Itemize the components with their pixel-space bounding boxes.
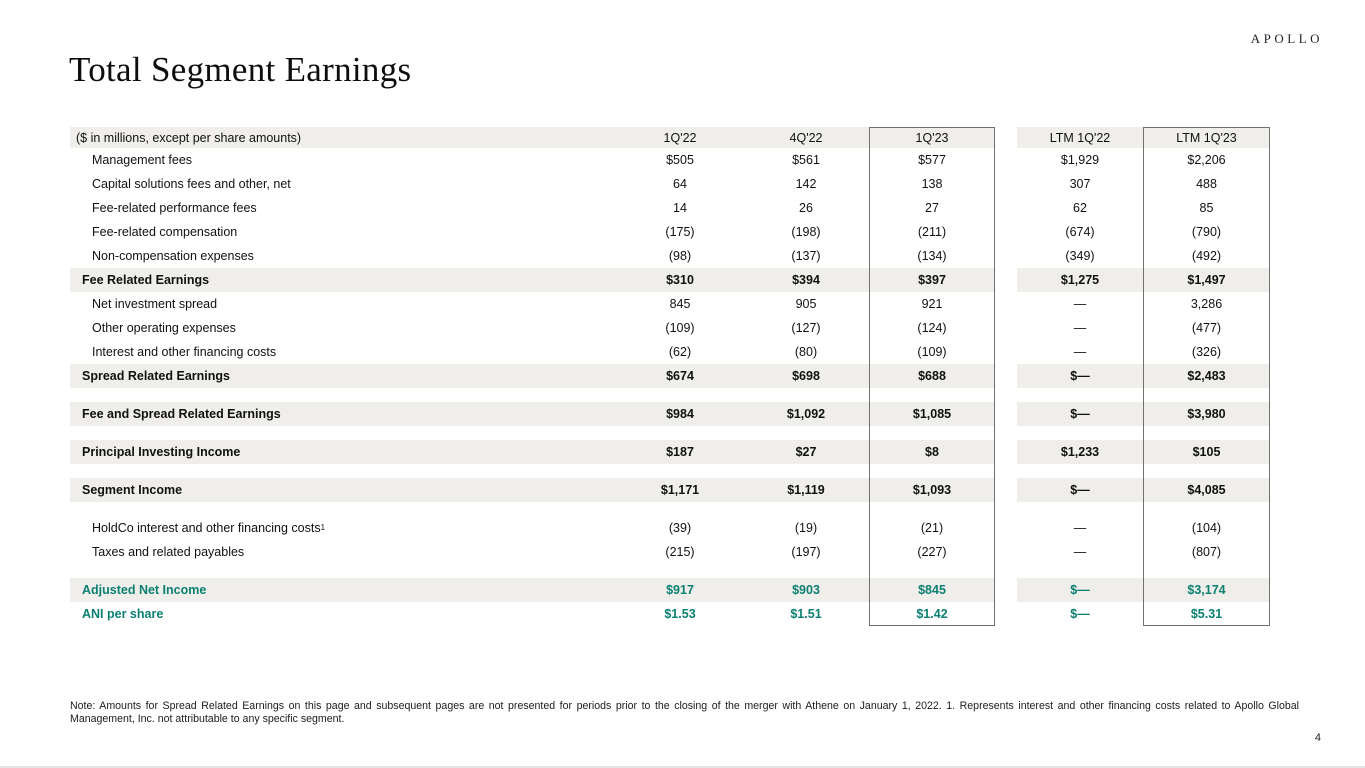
value-cell: (127): [791, 321, 821, 335]
spacer-row: [70, 502, 1270, 516]
value-cell: $1,929: [1060, 153, 1100, 167]
value-cell: 26: [799, 201, 813, 215]
value-cell: $1,092: [743, 402, 869, 426]
value-cell: $917: [617, 578, 743, 602]
value-cell: $577: [869, 148, 995, 172]
column-gap: [995, 220, 1017, 244]
value-cell: 27: [869, 196, 995, 220]
column-gap: [995, 440, 1017, 464]
row-label: Net investment spread: [92, 297, 218, 311]
column-gap: [995, 578, 1017, 602]
value-cell: (124): [869, 316, 995, 340]
table-row: [70, 540, 1270, 564]
table-row: [70, 220, 1270, 244]
value-cell: 921: [869, 292, 995, 316]
value-cell: $—: [1017, 402, 1143, 426]
value-cell: (19): [794, 521, 818, 535]
spacer-row: [70, 564, 1270, 578]
column-gap: [995, 268, 1017, 292]
row-label: Fee Related Earnings: [70, 268, 617, 292]
row-label: ANI per share: [82, 607, 164, 621]
value-cell: $698: [743, 364, 869, 388]
value-cell: —: [1073, 345, 1087, 359]
unit-label: ($ in millions, except per share amounts): [70, 127, 617, 148]
value-cell: $561: [792, 153, 820, 167]
column-gap: [995, 292, 1017, 316]
value-cell: (326): [1143, 340, 1270, 364]
value-cell: $—: [1017, 478, 1143, 502]
column-gap: [995, 148, 1017, 172]
page-title: Total Segment Earnings: [69, 50, 412, 89]
value-cell: (807): [1143, 540, 1270, 564]
value-cell: (492): [1143, 244, 1270, 268]
value-cell: (215): [665, 545, 695, 559]
value-cell: $1,119: [743, 478, 869, 502]
table-row-subtotal: [70, 478, 1270, 502]
table-row: [70, 244, 1270, 268]
value-cell: (39): [668, 521, 692, 535]
value-cell: (198): [791, 225, 821, 239]
table-row-adjusted-net-income: [70, 578, 1270, 602]
value-cell: $2,483: [1143, 364, 1270, 388]
value-cell: 3,286: [1143, 292, 1270, 316]
value-cell: $—: [1070, 607, 1090, 621]
value-cell: $1,233: [1017, 440, 1143, 464]
value-cell: $397: [869, 268, 995, 292]
value-cell: $—: [1017, 364, 1143, 388]
spacer-row: [70, 388, 1270, 402]
value-cell: (21): [869, 516, 995, 540]
value-cell: $3,980: [1143, 402, 1270, 426]
value-cell: (790): [1143, 220, 1270, 244]
row-label: Non-compensation expenses: [92, 249, 254, 263]
row-label: Management fees: [92, 153, 193, 167]
row-label: Fee-related compensation: [92, 225, 238, 239]
row-label: Principal Investing Income: [70, 440, 617, 464]
row-label: HoldCo interest and other financing costs 1: [92, 521, 326, 535]
value-cell: —: [1073, 521, 1087, 535]
value-cell: $984: [617, 402, 743, 426]
row-label-text: HoldCo interest and other financing costs: [92, 521, 321, 535]
value-cell: —: [1073, 545, 1087, 559]
column-header-4q22: 4Q'22: [743, 127, 869, 148]
value-cell: $903: [743, 578, 869, 602]
value-cell: (62): [668, 345, 692, 359]
column-gap: [995, 244, 1017, 268]
spacer-row: [70, 464, 1270, 478]
value-cell: $4,085: [1143, 478, 1270, 502]
row-label: Segment Income: [70, 478, 617, 502]
value-cell: $3,174: [1143, 578, 1270, 602]
column-gap: [995, 340, 1017, 364]
value-cell: —: [1073, 297, 1087, 311]
column-gap: [995, 602, 1017, 626]
table-row: [70, 292, 1270, 316]
value-cell: $1,093: [869, 478, 995, 502]
value-cell: (674): [1065, 225, 1095, 239]
value-cell: $1.51: [790, 607, 822, 621]
row-label: Other operating expenses: [92, 321, 236, 335]
table-row: [70, 340, 1270, 364]
value-cell: (197): [791, 545, 821, 559]
row-label: Capital solutions fees and other, net: [92, 177, 291, 191]
spacer-row: [70, 426, 1270, 440]
table-header-row: [70, 127, 1270, 148]
value-cell: $1,085: [869, 402, 995, 426]
value-cell: (98): [668, 249, 692, 263]
value-cell: (137): [791, 249, 821, 263]
value-cell: 62: [1073, 201, 1087, 215]
column-gap: [995, 402, 1017, 426]
value-cell: $8: [869, 440, 995, 464]
row-label: Interest and other financing costs: [92, 345, 277, 359]
value-cell: $310: [617, 268, 743, 292]
table-row: [70, 516, 1270, 540]
segment-earnings-table: [70, 127, 1270, 626]
column-gap: [995, 364, 1017, 388]
value-cell: 14: [673, 201, 687, 215]
table-row-subtotal: [70, 440, 1270, 464]
value-cell: $105: [1143, 440, 1270, 464]
apollo-logo: APOLLO: [1250, 31, 1323, 46]
value-cell: (349): [1065, 249, 1095, 263]
row-label: Spread Related Earnings: [70, 364, 617, 388]
page-number: 4: [1314, 732, 1321, 744]
value-cell: 138: [869, 172, 995, 196]
column-gap: [995, 196, 1017, 220]
value-cell: $2,206: [1143, 148, 1270, 172]
value-cell: 64: [673, 177, 687, 191]
value-cell: —: [1073, 321, 1087, 335]
value-cell: $1.53: [664, 607, 696, 621]
column-gap: [995, 127, 1017, 148]
value-cell: $1,171: [617, 478, 743, 502]
table-row-subtotal: [70, 364, 1270, 388]
column-gap: [995, 172, 1017, 196]
value-cell: 488: [1143, 172, 1270, 196]
value-cell: $688: [869, 364, 995, 388]
column-gap: [995, 516, 1017, 540]
value-cell: 85: [1143, 196, 1270, 220]
value-cell: $845: [869, 578, 995, 602]
value-cell: $674: [617, 364, 743, 388]
row-label: Fee and Spread Related Earnings: [70, 402, 617, 426]
value-cell: (211): [869, 220, 995, 244]
table-row: [70, 172, 1270, 196]
column-header-ltm-1q22: LTM 1Q'22: [1017, 127, 1143, 148]
value-cell: $394: [743, 268, 869, 292]
value-cell: (80): [794, 345, 818, 359]
value-cell: 845: [669, 297, 691, 311]
column-header-1q22: 1Q'22: [617, 127, 743, 148]
column-gap: [995, 540, 1017, 564]
row-label: Fee-related performance fees: [92, 201, 257, 215]
value-cell: (477): [1143, 316, 1270, 340]
table-row: [70, 316, 1270, 340]
value-cell: $27: [743, 440, 869, 464]
value-cell: (227): [869, 540, 995, 564]
value-cell: $505: [666, 153, 694, 167]
value-cell: $187: [617, 440, 743, 464]
value-cell: 142: [795, 177, 817, 191]
column-gap: [995, 316, 1017, 340]
value-cell: (109): [665, 321, 695, 335]
value-cell: (104): [1143, 516, 1270, 540]
row-label: Adjusted Net Income: [70, 578, 617, 602]
value-cell: $—: [1017, 578, 1143, 602]
value-cell: $1,275: [1017, 268, 1143, 292]
value-cell: 905: [795, 297, 817, 311]
value-cell: $1,497: [1143, 268, 1270, 292]
footnote: Note: Amounts for Spread Related Earnings on this page and subsequent pages are not presented for periods prior to the closing of the merger with Athene on January 1, 2022. 1. Represents interest and other financing costs related to Apollo Global Management, Inc. not attributable to any specific segment.: [70, 700, 1299, 725]
column-header-1q23: 1Q'23: [869, 127, 995, 148]
table-row-ani-per-share: [70, 602, 1270, 626]
table-row: [70, 148, 1270, 172]
value-cell: 307: [1069, 177, 1091, 191]
value-cell: (109): [869, 340, 995, 364]
value-cell: (175): [665, 225, 695, 239]
table-row: [70, 196, 1270, 220]
table-row-subtotal: [70, 402, 1270, 426]
value-cell: $5.31: [1143, 602, 1270, 626]
value-cell: (134): [869, 244, 995, 268]
column-gap: [995, 478, 1017, 502]
column-header-ltm-1q23: LTM 1Q'23: [1143, 127, 1270, 148]
value-cell: $1.42: [869, 602, 995, 626]
row-label: Taxes and related payables: [92, 545, 245, 559]
table-row-subtotal: [70, 268, 1270, 292]
